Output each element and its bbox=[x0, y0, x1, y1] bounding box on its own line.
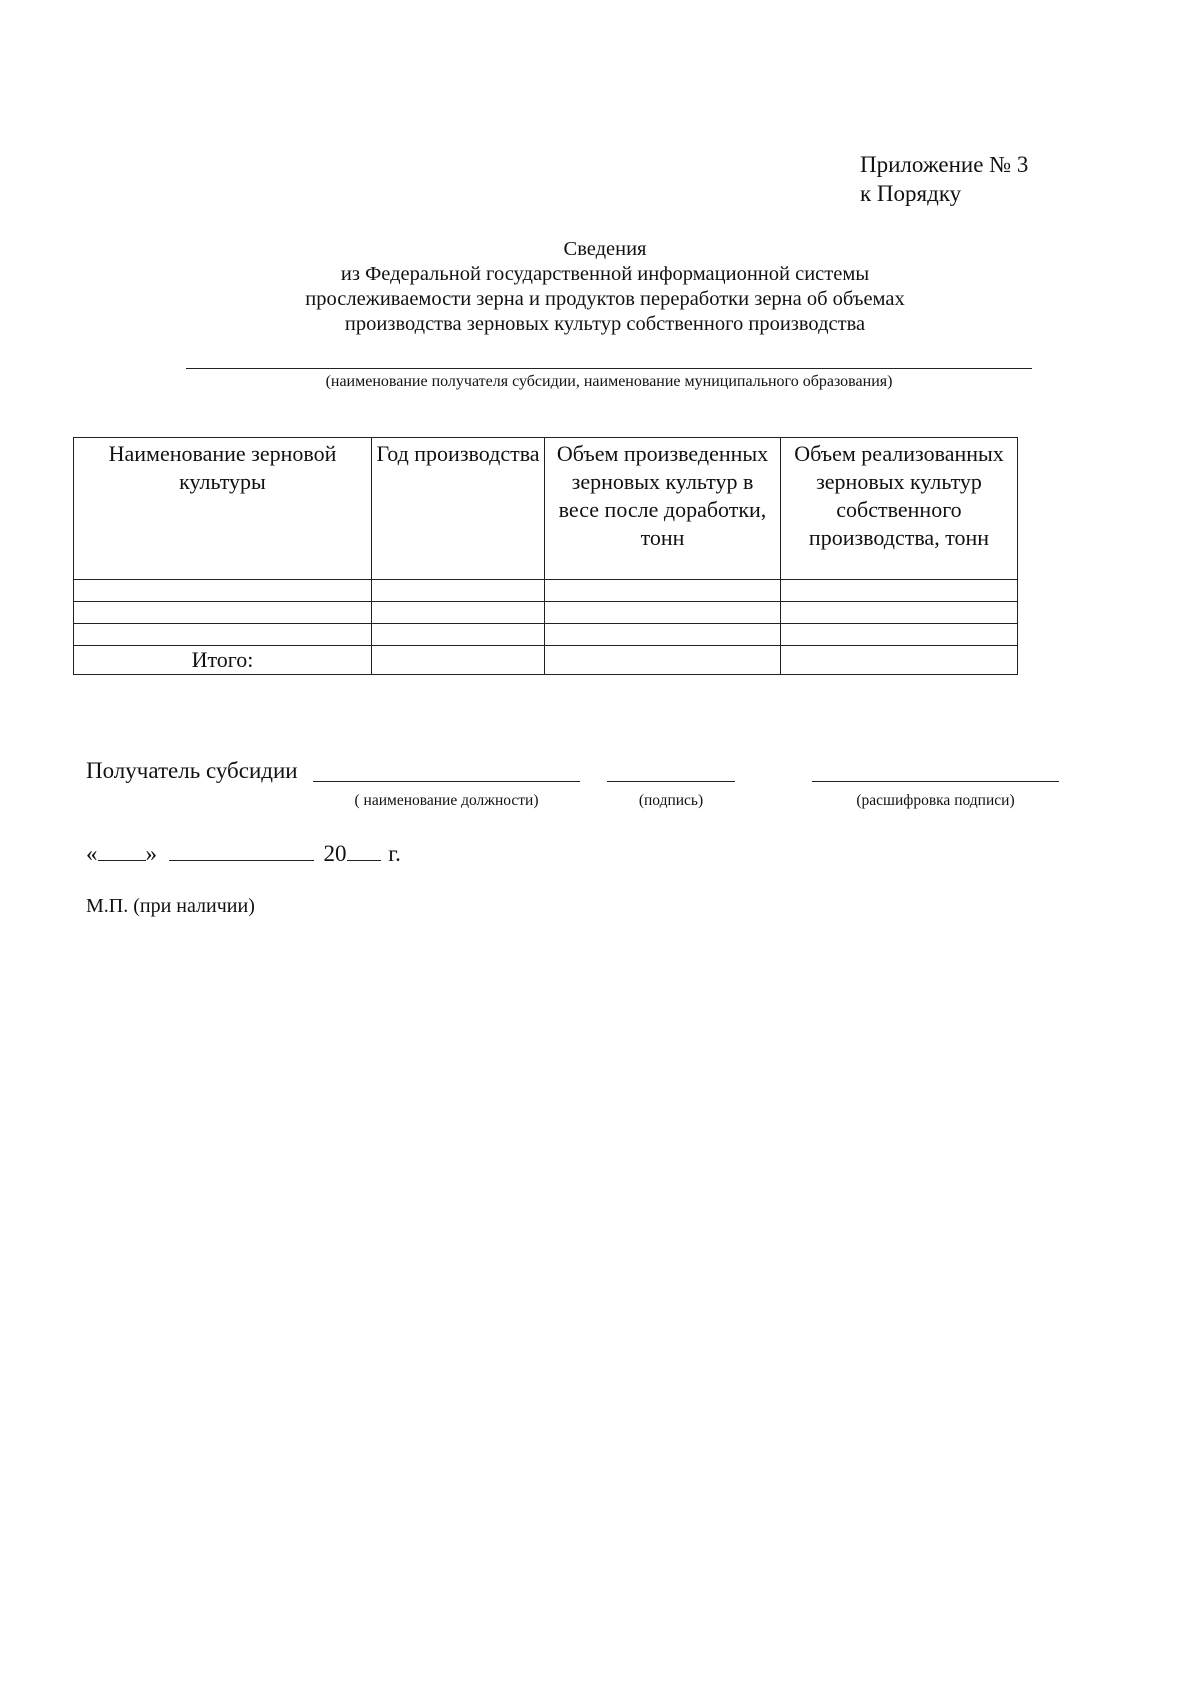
signature-line[interactable] bbox=[607, 781, 735, 782]
appendix-number: Приложение № 3 bbox=[860, 152, 1029, 177]
table-cell[interactable] bbox=[781, 646, 1018, 675]
year-suffix: г. bbox=[388, 841, 401, 866]
header-sold-volume: Объем реализованных зерновых культур собственного производства, тонн bbox=[781, 438, 1018, 580]
decoding-hint: (расшифровка подписи) bbox=[856, 792, 1015, 809]
recipient-name-line[interactable] bbox=[186, 368, 1032, 369]
date-open-quote: « bbox=[86, 841, 98, 866]
table-row bbox=[74, 602, 1018, 624]
table-cell[interactable] bbox=[74, 602, 372, 624]
year-blank[interactable] bbox=[347, 840, 381, 861]
title-line-3: прослеживаемости зерна и продуктов переработки зерна об объемах bbox=[305, 288, 905, 310]
signature-hint: (подпись) bbox=[638, 792, 704, 809]
year-prefix: 20 bbox=[323, 841, 347, 866]
table-cell[interactable] bbox=[781, 602, 1018, 624]
header-year: Год производства bbox=[372, 438, 545, 580]
table-cell[interactable] bbox=[545, 602, 781, 624]
total-label: Итого: bbox=[74, 646, 372, 675]
table-header-row bbox=[74, 438, 1018, 580]
appendix-reference: к Порядку bbox=[860, 181, 962, 206]
grain-volume-table bbox=[73, 437, 1018, 675]
table-cell[interactable] bbox=[545, 624, 781, 646]
document-title bbox=[230, 237, 980, 337]
table-cell[interactable] bbox=[372, 602, 545, 624]
table-cell[interactable] bbox=[781, 580, 1018, 602]
table-cell[interactable] bbox=[372, 646, 545, 675]
date-row bbox=[86, 840, 401, 867]
header-produced-volume: Объем произведенных зерновых культур в весе после доработки, тонн bbox=[545, 438, 781, 580]
header-culture: Наименование зерновой культуры bbox=[74, 438, 372, 580]
table-row bbox=[74, 580, 1018, 602]
table-cell[interactable] bbox=[372, 580, 545, 602]
title-line-2: из Федеральной государственной информационной системы bbox=[340, 263, 870, 285]
position-line[interactable] bbox=[313, 781, 580, 782]
signature-decoding-line[interactable] bbox=[812, 781, 1059, 782]
table-cell[interactable] bbox=[545, 580, 781, 602]
table-cell[interactable] bbox=[74, 624, 372, 646]
stamp-place: М.П. (при наличии) bbox=[86, 895, 255, 917]
date-close-quote: » bbox=[145, 841, 157, 866]
table-row bbox=[74, 624, 1018, 646]
recipient-label: Получатель субсидии bbox=[86, 758, 298, 783]
day-blank[interactable] bbox=[98, 840, 146, 861]
title-line-4: производства зерновых культур собственного производства bbox=[344, 313, 866, 335]
table-cell[interactable] bbox=[781, 624, 1018, 646]
table-total-row bbox=[74, 646, 1018, 675]
recipient-hint: (наименование получателя субсидии, наименование муниципального образования) bbox=[325, 373, 893, 390]
table-cell[interactable] bbox=[74, 580, 372, 602]
position-hint: ( наименование должности) bbox=[354, 792, 539, 809]
month-blank[interactable] bbox=[169, 840, 314, 861]
table-cell[interactable] bbox=[545, 646, 781, 675]
title-line-1: Сведения bbox=[563, 238, 647, 260]
table-cell[interactable] bbox=[372, 624, 545, 646]
appendix-note bbox=[860, 150, 1028, 208]
